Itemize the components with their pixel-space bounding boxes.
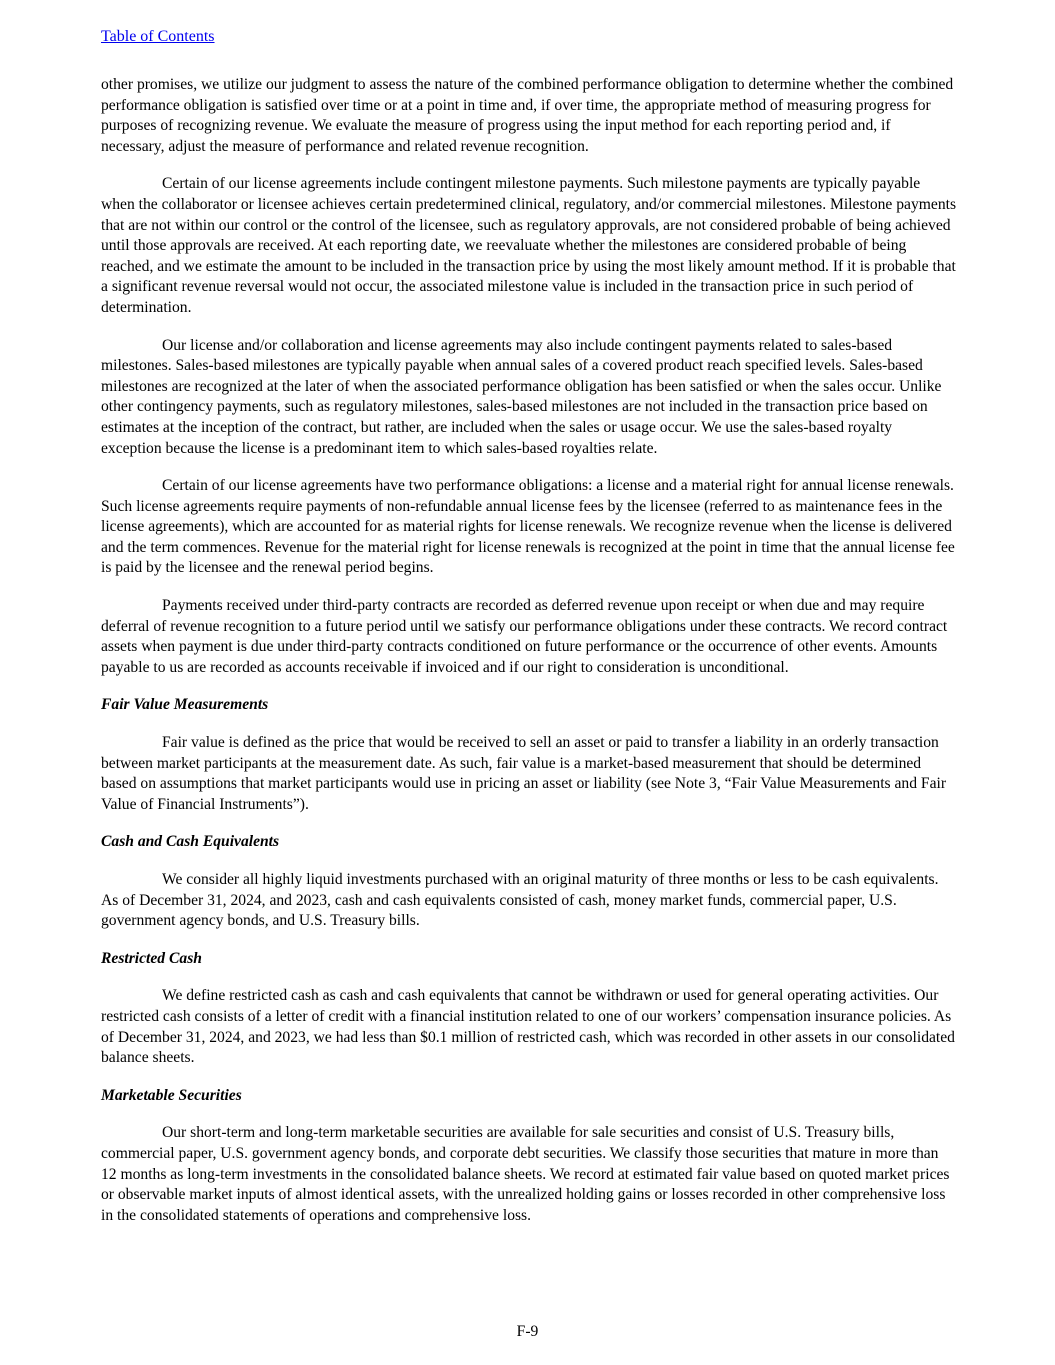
paragraph-sales-based-milestones: Our license and/or collaboration and license agreements may also include contingent payments related to sales-based milestones. Sales-based milestones are typically payable when annual sales of a covered product reach specified levels. Sales-based milestones are recognized at the later of when the associated performance obligation has been satisfied or when the sales occur. Unlike other contingency payments, such as regulatory milestones, sales-based milestones are not included in the transaction price based on estimates at the inception of the contract, but rather, are included when the sales or usage occur. We use the sales-based royalty exception because the license is a predominant item to which sales-based royalties relate. — [101, 336, 942, 457]
page-number: F-9 — [516, 1323, 539, 1340]
document-page — [101, 27, 956, 1243]
paragraph-cash-equivalents: We consider all highly liquid investments purchased with an original maturity of three months or less to be cash equivalents. As of December 31, 2024, and 2023, cash and cash equivalents consisted of cash, money market funds, commercial paper, U.S. government agency bonds, and U.S. Treasury bills. — [101, 871, 939, 930]
paragraph-deferred-revenue: Payments received under third-party contracts are recorded as deferred revenue upon receipt or when due and may require deferral of revenue recognition to a future period until we satisfy our performance obligations under these contracts. We record contract assets when payment is due under third-party contracts conditioned on future performance or the occurrence of other events. Amounts payable to us are recorded as accounts receivable if invoiced and if our right to consideration is unconditional. — [101, 597, 948, 676]
paragraph-material-rights: Certain of our license agreements have two performance obligations: a license and a material right for annual license renewals. Such license agreements require payments of non-refundable annual license fees by the licensee (referred to as maintenance fees in the license agreements), which are accounted for as material rights for license renewals. We recognize revenue when the license is delivered and the term commences. Revenue for the material right for license renewals is recognized at the point in time that the annual license fee is paid by the licensee and the renewal period begins. — [101, 477, 955, 577]
paragraph-fair-value-measurements: Fair value is defined as the price that would be received to sell an asset or paid to transfer a liability in an orderly transaction between market participants at the measurement date. As such, fair value is a market-based measurement that should be determined based on assumptions that market participants would use in pricing an asset or liability (see Note 3, “Fair Value Measurements and Fair Value of Financial Instruments”). — [101, 734, 947, 813]
heading-restricted-cash: Restricted Cash — [101, 949, 202, 967]
heading-fair-value-measurements: Fair Value Measurements — [101, 696, 269, 714]
paragraph-restricted-cash: We define restricted cash as cash and cash equivalents that cannot be withdrawn or used for general operating activities. Our restricted cash consists of a letter of credit with a financial institution related to one of our workers’ compensation insurance policies. As of December 31, 2024, and 2023, we had less than $0.1 million of restricted cash, which was recorded in other assets in our consolidated balance sheets. — [101, 987, 955, 1067]
heading-marketable-securities: Marketable Securities — [101, 1086, 242, 1104]
table-of-contents-link[interactable]: Table of Contents — [101, 28, 215, 45]
paragraph-marketable-securities: Our short-term and long-term marketable securities are available for sale securities and consist of U.S. Treasury bills, commercial paper, U.S. government agency bonds, and corporate debt securities. We classify those securities that mature in more than 12 months as long-term investments in the consolidated balance sheets. We record at estimated fair value based on quoted market prices or observable market inputs of almost identical assets, with the unrealized holding gains or losses recorded in other comprehensive loss in the consolidated statements of operations and comprehensive loss. — [101, 1124, 950, 1224]
heading-cash-equivalents: Cash and Cash Equivalents — [101, 833, 280, 851]
paragraph-continuation: other promises, we utilize our judgment to assess the nature of the combined performance obligation to determine whether the combined performance obligation is satisfied over time or at a point in time and, if over time, the appropriate method of measuring progress for purposes of recognizing revenue. We evaluate the measure of progress using the input method for each reporting period and, if necessary, adjust the measure of performance and related revenue recognition. — [101, 76, 954, 155]
paragraph-milestone-payments: Certain of our license agreements include contingent milestone payments. Such milestone payments are typically payable when the collaborator or licensee achieves certain predetermined clinical, regulatory, and/or commercial milestones. Milestone payments that are not within our control or the control of the licensee, such as regulatory approvals, are not considered probable of being achieved until those approvals are received. At each reporting date, we reevaluate whether the milestones are considered probable of being reached, and we estimate the amount to be included in the transaction price by using the most likely amount method. If it is probable that a significant revenue reversal would not occur, the associated milestone value is included in the transaction price in such period of determination. — [101, 175, 957, 316]
